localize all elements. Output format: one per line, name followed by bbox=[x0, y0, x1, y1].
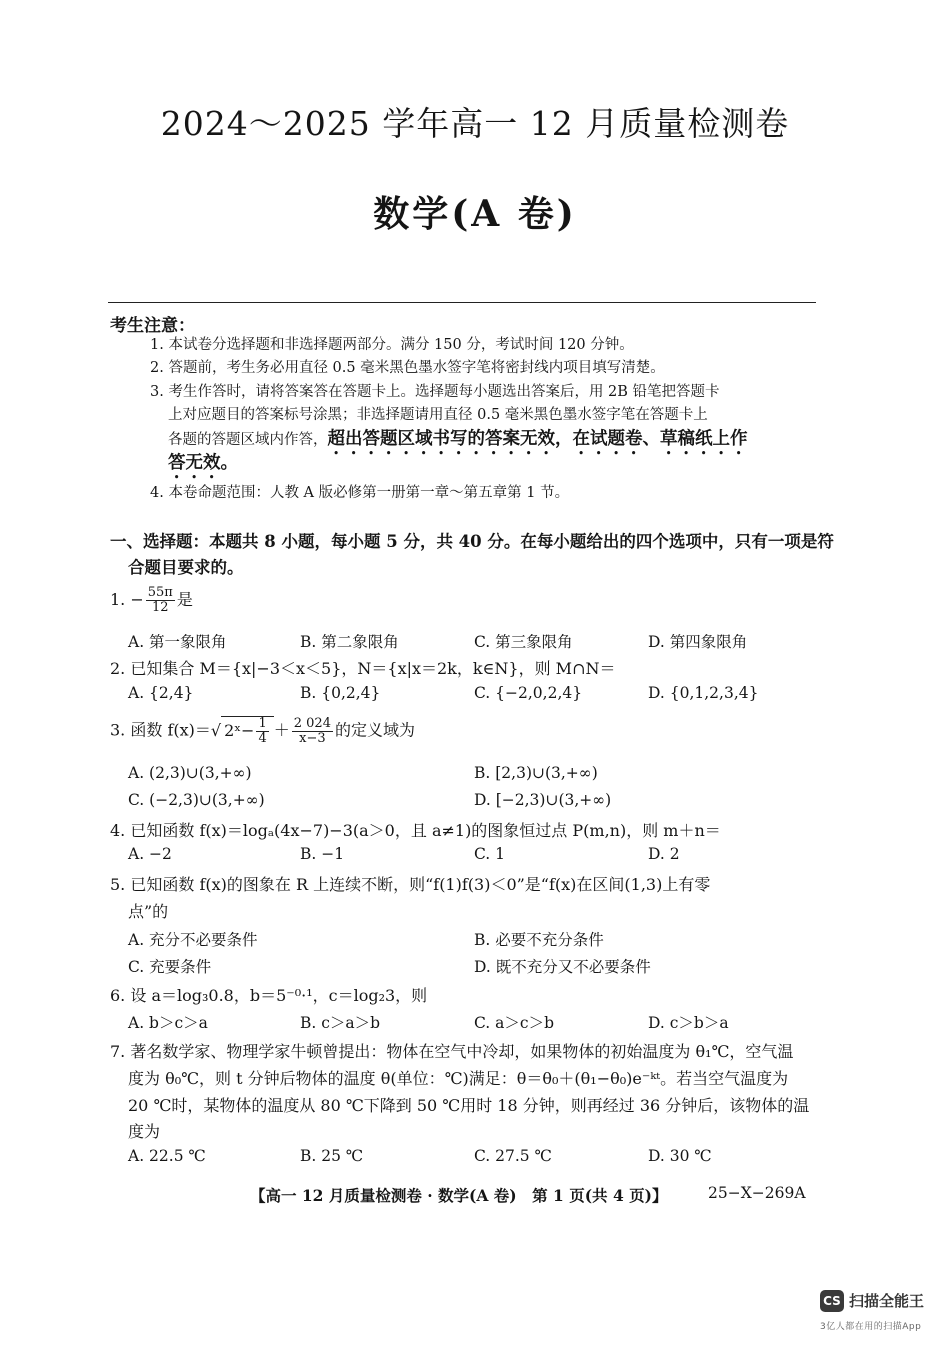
option-d: D. 30 ℃ bbox=[648, 1147, 712, 1165]
watermark-tagline: 3亿人都在用的扫描App bbox=[820, 1322, 922, 1332]
question-7: 7. 著名数学家、物理学家牛顿曾提出：物体在空气中冷却，如果物体的初始温度为 θ₁℃，空气温 bbox=[110, 1042, 794, 1061]
section-heading: 一、选择题：本题共 8 小题，每小题 5 分，共 40 分。在每小题给出的四个选项中，只有一项是符 bbox=[110, 532, 834, 551]
option-d: D. [−2,3)∪(3,+∞) bbox=[474, 791, 612, 809]
question-7-cont: 度为 bbox=[128, 1122, 161, 1141]
option-d: D. 2 bbox=[648, 845, 680, 863]
notice-item: 2. 答题前，考生务必用直径 0.5 毫米黑色墨水签字笔将密封线内项目填写清楚。 bbox=[150, 360, 665, 376]
option-c: C. 1 bbox=[474, 845, 506, 863]
question-5-cont: 点”的 bbox=[128, 902, 169, 921]
option-b: B. 25 ℃ bbox=[300, 1147, 364, 1165]
notice-item: 4. 本卷命题范围：人教 A 版必修第一册第一章～第五章第 1 节。 bbox=[150, 485, 570, 501]
option-c: C. {−2,0,2,4} bbox=[474, 684, 583, 702]
notice-item: 3. 考生作答时，请将答案答在答题卡上。选择题每小题选出答案后，用 2B 铅笔把答题卡 bbox=[150, 384, 720, 400]
question-2: 2. 已知集合 M＝{x|−3＜x＜5}，N＝{x|x＝2k，k∈N}，则 M∩N＝ bbox=[110, 659, 616, 678]
page-subtitle: 数学(A 卷) bbox=[373, 193, 577, 235]
option-d: D. {0,1,2,3,4} bbox=[648, 684, 759, 702]
option-b: B. 必要不充分条件 bbox=[474, 931, 604, 949]
option-b: B. c＞a＞b bbox=[300, 1014, 381, 1032]
option-b: B. −1 bbox=[300, 845, 345, 863]
notice-item: 各题的答题区域内作答，超出答题区域书写的答案无效，在试题卷、草稿纸上作 bbox=[168, 429, 748, 449]
option-b: B. [2,3)∪(3,+∞) bbox=[474, 764, 598, 782]
option-c: C. 27.5 ℃ bbox=[474, 1147, 552, 1165]
question-7-cont: 度为 θ₀℃，则 t 分钟后物体的温度 θ(单位：℃)满足：θ＝θ₀＋(θ₁−θ₀)e⁻ᵏᵗ。若当空气温度为 bbox=[128, 1069, 789, 1088]
question-7-cont: 20 ℃时，某物体的温度从 80 ℃下降到 50 ℃用时 18 分钟，则再经过 36 分钟后，该物体的温 bbox=[128, 1096, 810, 1115]
emphasis-text: 超出答题区域书写的答案无效，在试题卷、草稿纸上作 bbox=[327, 429, 748, 449]
option-c: C. a＞c＞b bbox=[474, 1014, 555, 1032]
page-footer: 【高一 12 月质量检测卷 · 数学(A 卷) 第 1 页(共 4 页)】 bbox=[250, 1186, 668, 1205]
question-5: 5. 已知函数 f(x)的图象在 R 上连续不断，则“f(1)f(3)＜0”是“f(x)在区间(1,3)上有零 bbox=[110, 875, 711, 894]
option-a: A. −2 bbox=[128, 845, 172, 863]
fraction: $\frac{55\pi}{12}$ bbox=[147, 585, 173, 615]
option-a: A. 22.5 ℃ bbox=[128, 1147, 206, 1165]
option-a: A. 充分不必要条件 bbox=[128, 931, 258, 949]
emphasis-text: 答无效。 bbox=[168, 453, 238, 473]
option-a: A. 第一象限角 bbox=[128, 633, 227, 651]
option-a: A. (2,3)∪(3,+∞) bbox=[128, 764, 252, 782]
option-c: C. 充要条件 bbox=[128, 958, 212, 976]
sqrt-expression: √ 2ˣ− $\frac{1}{4}$ bbox=[211, 716, 274, 746]
option-d: D. 第四象限角 bbox=[648, 633, 748, 651]
question-6: 6. 设 a＝log₃0.8，b＝5⁻⁰·¹，c＝log₂3，则 bbox=[110, 986, 428, 1005]
fraction: $\frac{1}{4}$ bbox=[258, 716, 267, 746]
section-heading-cont: 合题目要求的。 bbox=[128, 558, 244, 577]
option-c: C. (−2,3)∪(3,+∞) bbox=[128, 791, 265, 809]
question-4: 4. 已知函数 f(x)＝logₐ(4x−7)−3(a＞0，且 a≠1)的图象恒过点 P(m,n)，则 m＋n＝ bbox=[110, 821, 721, 840]
option-b: B. 第二象限角 bbox=[300, 633, 399, 651]
fraction: $\frac{2 024}{x-3}$ bbox=[293, 715, 331, 746]
option-d: D. 既不充分又不必要条件 bbox=[474, 958, 651, 976]
notice-heading: 考生注意： bbox=[110, 316, 195, 336]
notice-item: 上对应题目的答案标号涂黑；非选择题请用直径 0.5 毫米黑色墨水签字笔在答题卡上 bbox=[168, 407, 708, 423]
option-c: C. 第三象限角 bbox=[474, 633, 573, 651]
option-d: D. c＞b＞a bbox=[648, 1014, 729, 1032]
paper-code: 25−X−269A bbox=[708, 1184, 806, 1202]
option-a: A. {2,4} bbox=[128, 684, 194, 702]
option-b: B. {0,2,4} bbox=[300, 684, 381, 702]
page-title: 2024～2025 学年高一 12 月质量检测卷 bbox=[160, 104, 790, 143]
question-3: 3. 函数 f(x)＝√ 2ˣ− $\frac{1}{4}$ ＋ $\frac{2 024}{x-3}$ 的定义域为 bbox=[110, 715, 415, 746]
option-a: A. b＞c＞a bbox=[128, 1014, 208, 1032]
watermark-brand: 扫描全能王 bbox=[849, 1292, 925, 1310]
camscanner-logo-icon: CS bbox=[820, 1290, 844, 1312]
question-1: 1. − $\frac{55\pi}{12}$ 是 bbox=[110, 585, 193, 615]
notice-item: 1. 本试卷分选择题和非选择题两部分。满分 150 分，考试时间 120 分钟。 bbox=[150, 337, 634, 353]
divider bbox=[108, 302, 816, 303]
